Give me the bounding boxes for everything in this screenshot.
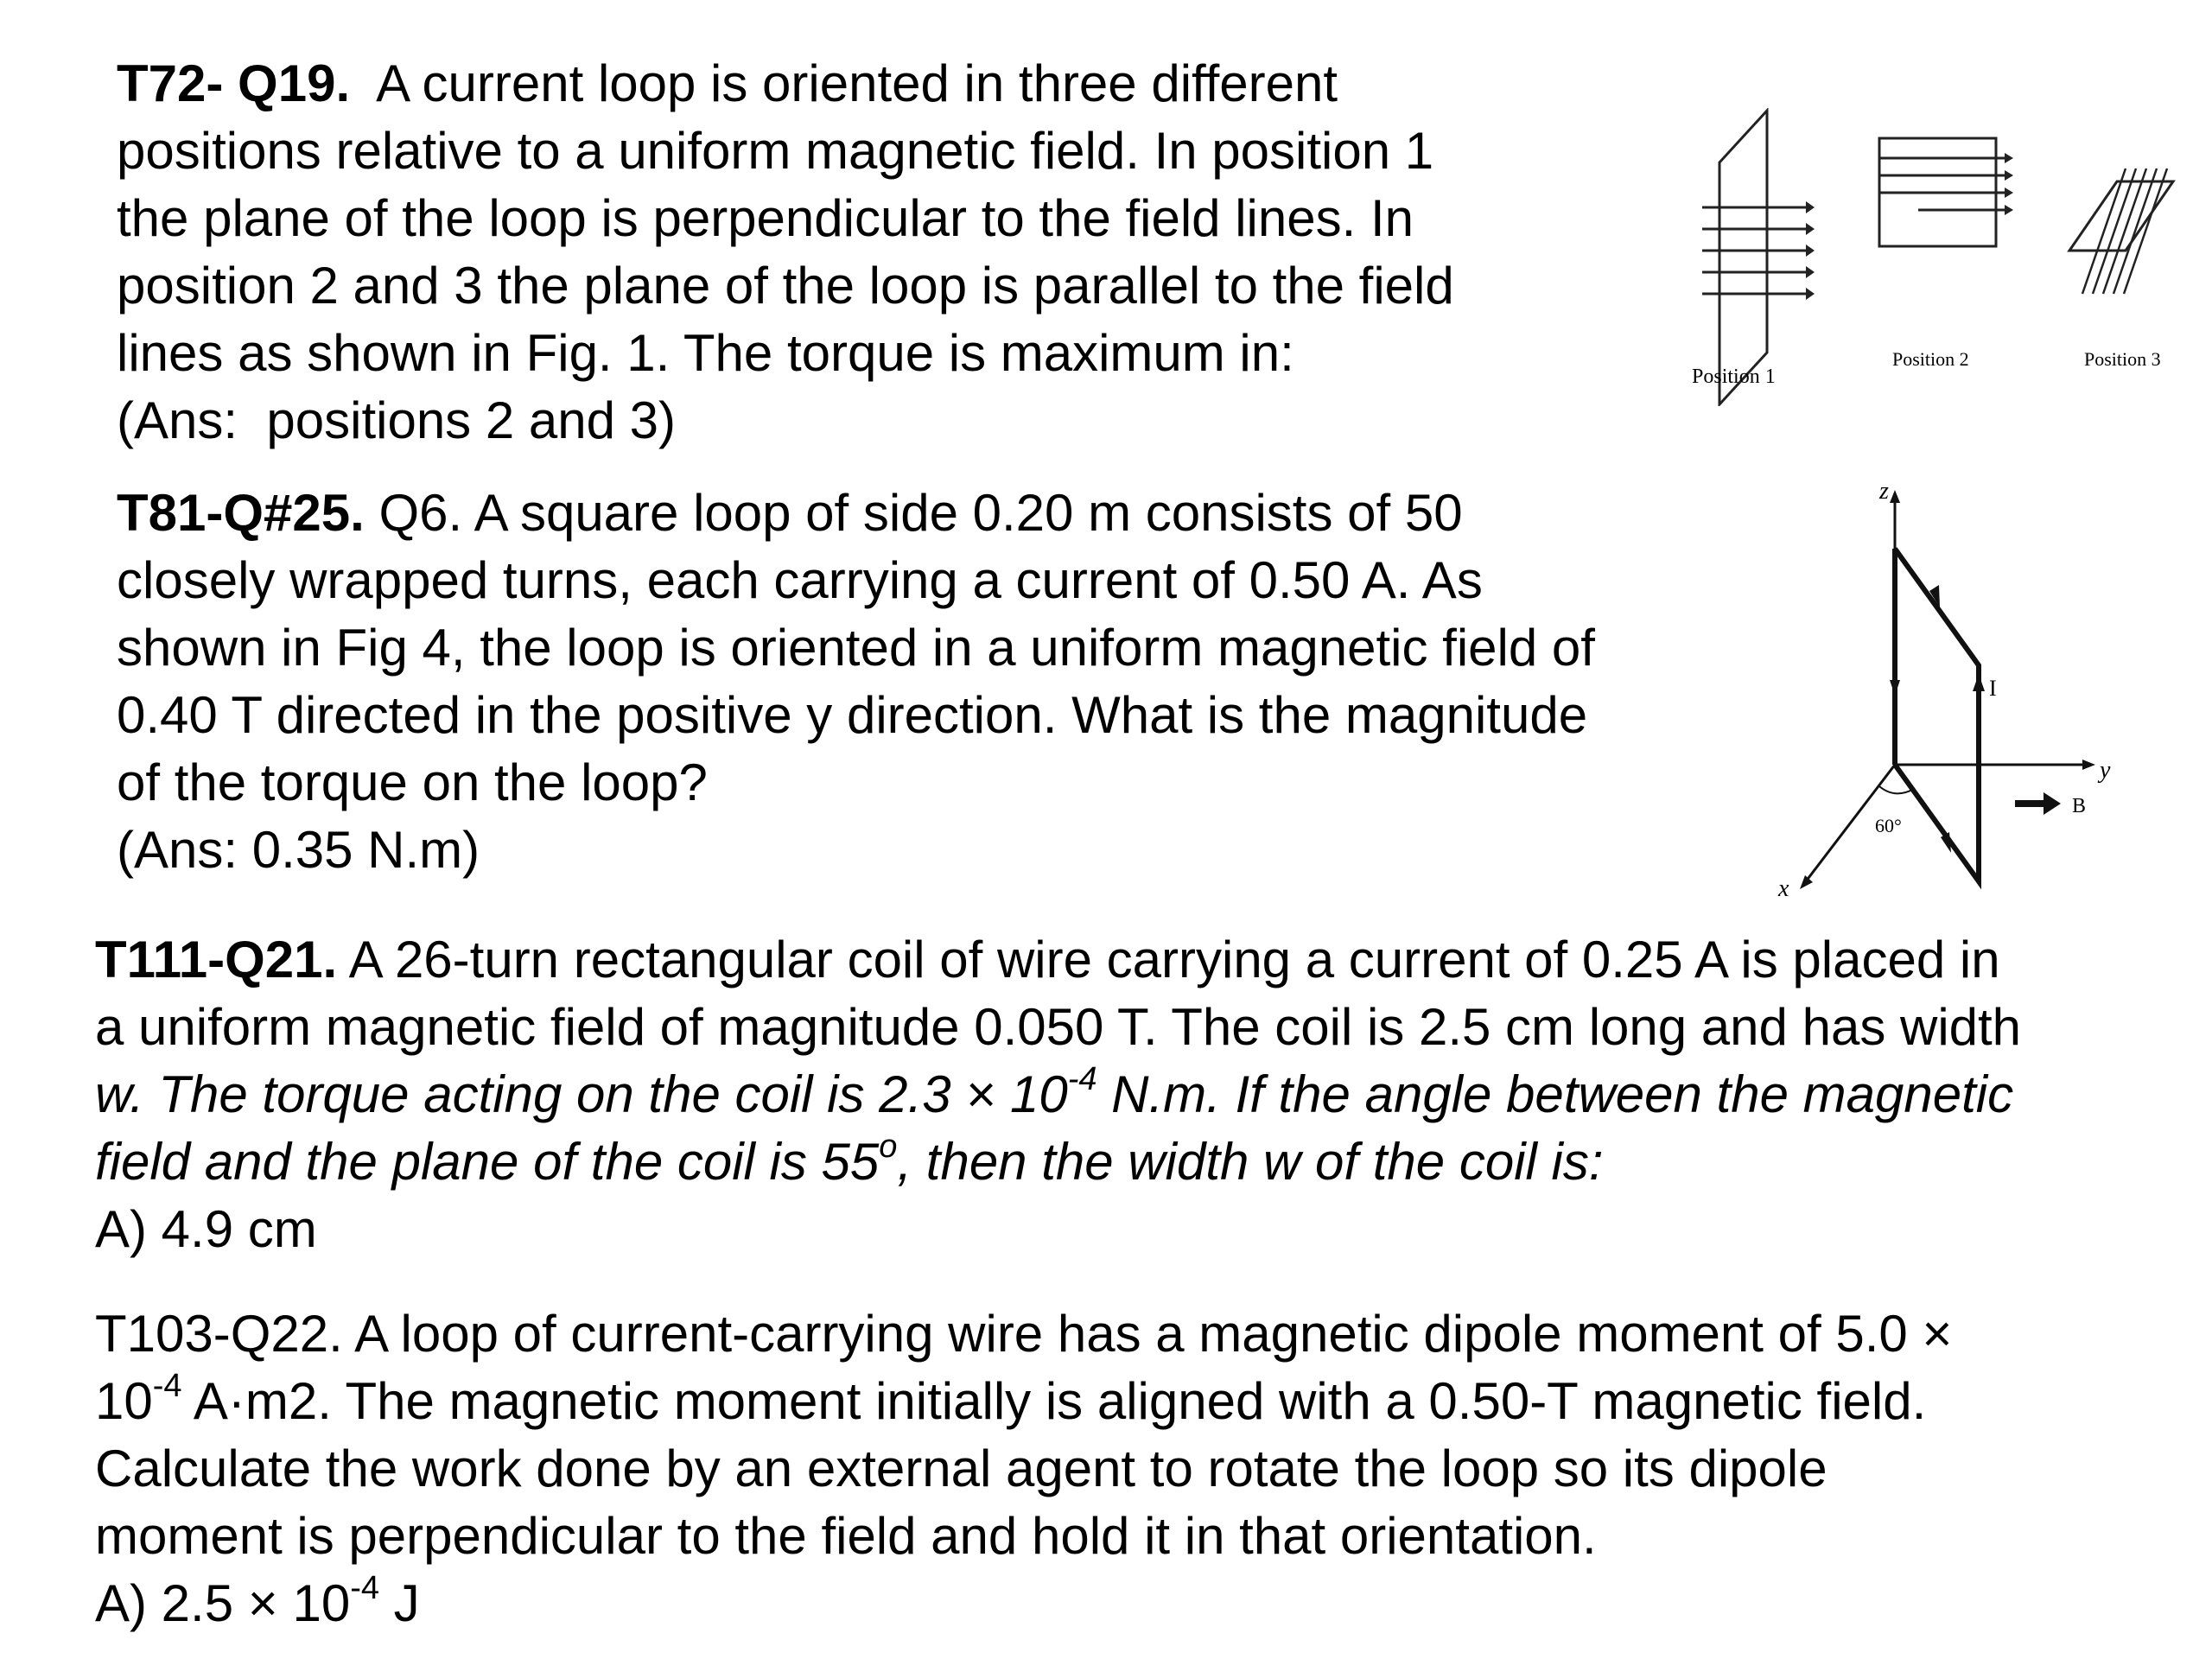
q3-answer: A) 4.9 cm — [95, 1200, 317, 1258]
square-loop-figure — [1763, 480, 2177, 912]
question-t111-q21 — [95, 926, 2021, 1263]
q3-line-4-a: field and the plane of the coil is 55 — [95, 1133, 880, 1191]
q1-line-1-text: A current loop is oriented in three different — [350, 54, 1338, 112]
q4-line-4: moment is perpendicular to the field and hold it in that orientation. — [95, 1507, 1597, 1565]
q3-degree: o — [879, 1128, 898, 1165]
position-3-label: Position 3 — [2084, 348, 2161, 370]
q2-line-1 — [117, 480, 1595, 547]
q1-line-5: lines as shown in Fig. 1. The torque is maximum in: — [117, 324, 1294, 382]
current-label: I — [1989, 676, 1997, 701]
q3-line-4 — [95, 1128, 2021, 1196]
position-2-label: Position 2 — [1892, 348, 1969, 370]
q1-answer: (Ans: positions 2 and 3) — [117, 391, 677, 449]
q2-line-3: shown in Fig 4, the loop is oriented in a uniform magnetic field of — [117, 619, 1595, 677]
angle-label: 60° — [1875, 815, 1902, 836]
q4-answer-a: A) 2.5 × 10 — [95, 1574, 351, 1632]
q4-line-2-b: A·m2. The magnetic moment initially is aligned with a 0.50-T magnetic field. — [181, 1372, 1927, 1430]
current-arrow-up — [1973, 674, 1985, 691]
y-label: y — [2100, 757, 2111, 784]
q2-line-1-text: Q6. A square loop of side 0.20 m consists of 50 — [364, 484, 1463, 542]
q3-line-1 — [95, 926, 2021, 994]
q4-line-2-a: 10 — [95, 1372, 153, 1430]
q4-answer-b: J — [379, 1574, 420, 1632]
q2-id: T81-Q#25. — [117, 484, 365, 542]
q1-line-1 — [117, 50, 1454, 118]
q1-line-4: position 2 and 3 the plane of the loop is parallel to the field — [117, 257, 1454, 315]
q4-answer-exponent: -4 — [350, 1570, 379, 1606]
q4-line-1: T103-Q22. A loop of current-carrying wire has a magnetic dipole moment of 5.0 × — [95, 1305, 1953, 1363]
z-label: z — [1879, 480, 1889, 505]
q1-id: T72- Q19. — [117, 54, 351, 112]
q3-exponent: -4 — [1067, 1061, 1097, 1097]
q3-line-4-b: , then the width w of the coil is: — [897, 1133, 1604, 1191]
q4-line-3: Calculate the work done by an external agent to rotate the loop so its dipole — [95, 1440, 1827, 1497]
q1-line-2: positions relative to a uniform magnetic field. In position 1 — [117, 122, 1434, 180]
q3-line-3-b: N.m. If the angle between the magnetic — [1096, 1065, 2014, 1123]
q4-line-2 — [95, 1368, 1952, 1435]
q3-id: T111-Q21. — [95, 931, 338, 988]
position-3-field-lines — [2082, 168, 2167, 294]
q2-line-4: 0.40 T directed in the positive y direction. What is the magnitude — [117, 686, 1588, 744]
q3-line-1-text: A 26-turn rectangular coil of wire carrying a current of 0.25 A is placed in — [337, 931, 2000, 988]
q2-answer: (Ans: 0.35 N.m) — [117, 821, 480, 879]
position-1-loop — [1719, 111, 1767, 404]
q2-line-5: of the torque on the loop? — [117, 753, 708, 811]
b-label: B — [2072, 795, 2087, 817]
q2-line-2: closely wrapped turns, each carrying a current of 0.50 A. As — [117, 551, 1483, 609]
q3-line-2: a uniform magnetic field of magnitude 0.050 T. The coil is 2.5 cm long and has width — [95, 998, 2022, 1056]
question-t103-q22 — [95, 1300, 1952, 1637]
q3-line-3-a: w. The torque acting on the coil is 2.3 × 10 — [95, 1065, 1068, 1123]
loop-positions-figure — [1685, 108, 2195, 406]
question-t72-q19 — [117, 50, 1454, 454]
position-1-field-lines — [1702, 207, 1806, 294]
q4-answer — [95, 1570, 1952, 1637]
q3-line-3 — [95, 1061, 2021, 1128]
q4-exponent: -4 — [152, 1368, 182, 1404]
position-2-field-lines — [1879, 158, 2005, 210]
x-label: x — [1778, 875, 1789, 902]
position-1-label: Position 1 — [1692, 365, 1776, 388]
q1-line-3: the plane of the loop is perpendicular to the field lines. In — [117, 189, 1414, 247]
question-t81-q25 — [117, 480, 1595, 884]
